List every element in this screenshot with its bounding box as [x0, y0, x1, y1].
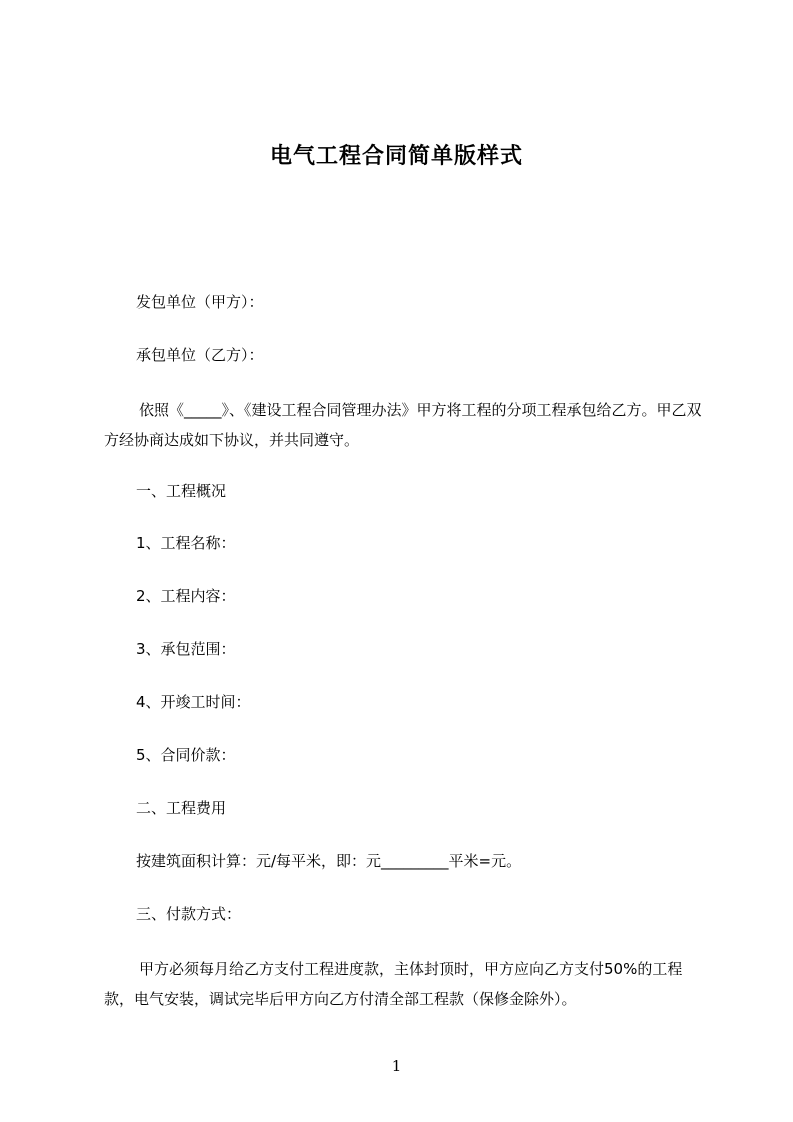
payment-terms-paragraph: 甲方必须每月给乙方支付工程进度款，主体封顶时，甲方应向乙方支付50%的工程款，电气安装，调试完毕后甲方向乙方付清全部工程款（保修金除外）。 — [104, 960, 683, 1008]
intro-paragraph: 依照《_____》、《建设工程合同管理办法》甲方将工程的分项工程承包给乙方。甲乙双方经协商达成如下协议，并共同遵守。 — [104, 401, 702, 449]
party-b-label: 承包单位（乙方）： — [136, 346, 264, 364]
project-name-item: 1、工程名称： — [136, 534, 236, 552]
schedule-item: 4、开竣工时间： — [136, 693, 251, 711]
section-2-heading: 二、工程费用 — [136, 799, 227, 817]
section-3-heading: 三、付款方式： — [136, 905, 242, 923]
contract-scope-item: 3、承包范围： — [136, 640, 236, 658]
contract-price-item: 5、合同价款： — [136, 746, 236, 764]
project-content-item: 2、工程内容： — [136, 587, 236, 605]
party-a-label: 发包单位（甲方）： — [136, 293, 264, 311]
page-number: 1 — [391, 1057, 402, 1075]
document-title: 电气工程合同简单版样式 — [269, 144, 523, 169]
section-1-heading: 一、工程概况 — [136, 482, 227, 500]
fee-calculation-text: 按建筑面积计算：元/每平米，即：元_________平米=元。 — [136, 852, 522, 870]
